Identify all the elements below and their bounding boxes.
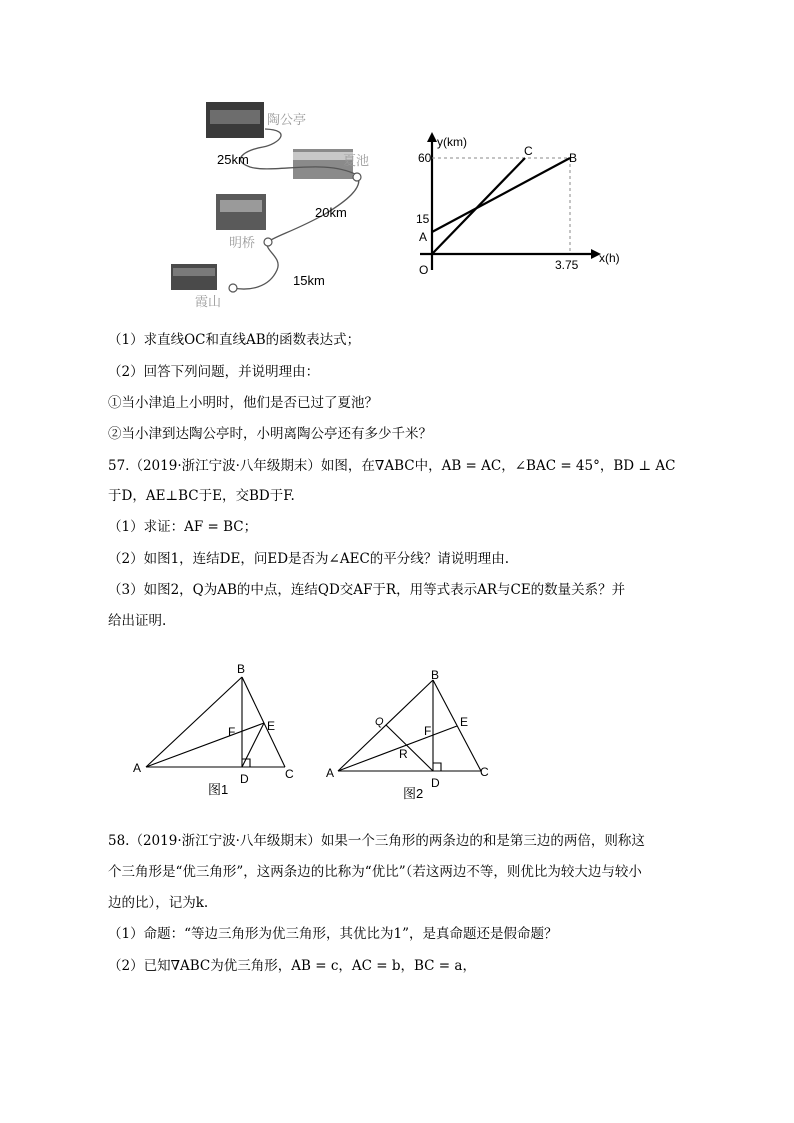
distance-25km: 25km: [217, 152, 249, 167]
origin-label: O: [419, 263, 429, 277]
q58-line5: （2）已知∇ABC为优三角形，AB = c，AC = b，BC = a，: [108, 958, 476, 974]
q58-line3: 边的比），记为k.: [108, 895, 209, 911]
distance-time-graph: [405, 130, 635, 280]
point-b-label: B: [569, 151, 578, 165]
marker-mingqiao: [264, 238, 272, 246]
point-c-label: C: [524, 144, 533, 158]
marker-xiashan: [229, 284, 237, 292]
q56-part2a: ①当小津追上小明时，他们是否已过了夏池？: [108, 395, 378, 411]
q57-line4: （2）如图1，连结DE，问ED是否为∠AEC的平分线？请说明理由.: [108, 551, 510, 567]
fig2-label-a: A: [326, 766, 335, 780]
marker-xiachi: [353, 173, 361, 181]
y-tick-60: 60: [418, 151, 432, 165]
fig2-label-e: E: [460, 715, 469, 729]
fig1-label-b: B: [237, 662, 246, 676]
geometry-figure-2: [318, 660, 508, 805]
q56-part2b: ②当小津到达陶公亭时，小明离陶公亭还有多少千米？: [108, 426, 432, 442]
fig2-caption: 图2: [403, 786, 424, 801]
route-map-figure: [165, 92, 380, 317]
q57-line2: 于D，AE⊥BC于E，交BD于F.: [108, 488, 295, 504]
fig1-label-d: D: [240, 772, 249, 786]
place-xiashan: 霞山: [195, 294, 222, 309]
fig1-label-f: F: [228, 725, 236, 739]
q56-part1: （1）求直线OC和直线AB的函数表达式；: [108, 332, 361, 348]
fig2-label-c: C: [480, 765, 489, 779]
distance-15km: 15km: [293, 273, 325, 288]
y-axis-label: y(km): [437, 135, 467, 149]
fig1-label-e: E: [267, 719, 276, 733]
fig2-label-q: Q: [375, 716, 384, 728]
photo-xiashan: [171, 264, 217, 290]
x-tick-375: 3.75: [555, 258, 579, 272]
y-tick-15: 15: [416, 212, 430, 226]
q57-line6: 给出证明.: [108, 613, 167, 629]
q56-part2: （2）回答下列问题，并说明理由：: [108, 364, 320, 380]
fig2-label-d: D: [431, 776, 440, 790]
q58-line4: （1）命题：“等边三角形为优三角形，其优比为1”，是真命题还是假命题？: [108, 926, 558, 942]
geometry-figure-1: [125, 660, 305, 800]
x-axis-label: x(h): [599, 251, 620, 265]
fig2-label-b: B: [431, 668, 440, 682]
place-xiachi: 夏池: [343, 153, 370, 168]
place-taogongting: 陶公亭: [267, 112, 307, 127]
q58-line1: 58.（2019·浙江宁波·八年级期末）如果一个三角形的两条边的和是第三边的两倍，则称这: [108, 833, 645, 849]
q57-line3: （1）求证：AF = BC；: [108, 519, 258, 535]
distance-20km: 20km: [315, 205, 347, 220]
fig2-label-r: R: [399, 747, 408, 761]
point-a-label: A: [419, 230, 428, 244]
place-mingqiao: 明桥: [229, 235, 256, 250]
fig1-label-c: C: [285, 767, 294, 781]
fig1-label-a: A: [133, 761, 142, 775]
q57-line1: 57.（2019·浙江宁波·八年级期末）如图，在∇ABC中，AB = AC，∠BAC = 45°，BD ⊥ AC: [108, 458, 676, 474]
line-ab: [432, 158, 570, 232]
fig1-caption: 图1: [208, 782, 229, 797]
fig2-label-f: F: [424, 724, 432, 738]
q57-line5: （3）如图2，Q为AB的中点，连结QD交AF于R，用等式表示AR与CE的数量关系？并: [108, 582, 626, 598]
q58-line2: 个三角形是“优三角形”，这两条边的比称为“优比”（若这两边不等，则优比为较大边与较小: [108, 864, 642, 880]
